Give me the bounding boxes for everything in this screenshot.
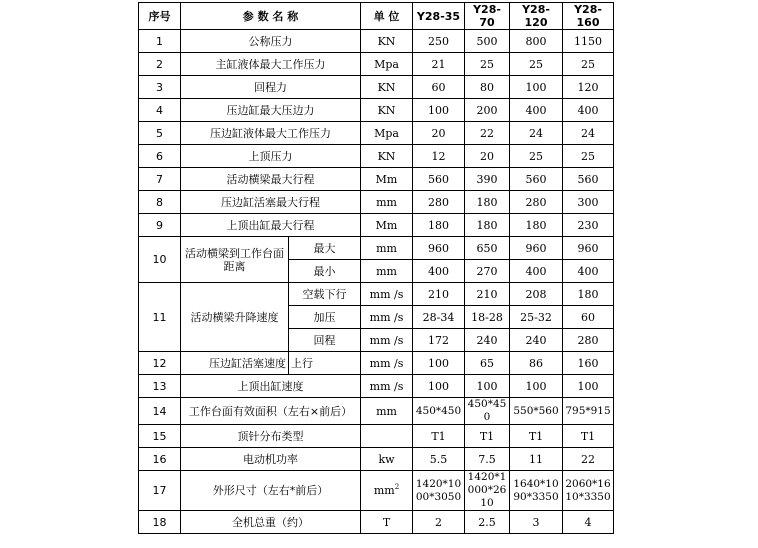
cell-value: 100	[510, 375, 563, 398]
cell-value: 960	[413, 237, 465, 260]
row-no: 6	[139, 145, 181, 168]
row-no: 11	[139, 283, 181, 352]
cell-value: 12	[413, 145, 465, 168]
table-row	[139, 168, 614, 191]
cell-value: 650	[465, 237, 510, 260]
row-unit: mm /s	[361, 375, 413, 398]
cell-value: 500	[465, 30, 510, 53]
cell-value: 280	[563, 329, 614, 352]
row-name: 电动机功率	[181, 448, 361, 471]
table-row	[139, 145, 614, 168]
row-unit: Mm	[361, 214, 413, 237]
row-unit: mm	[361, 191, 413, 214]
row-no: 12	[139, 352, 181, 375]
cell-value: 450*450	[465, 398, 510, 425]
cell-value: 21	[413, 53, 465, 76]
cell-value: 240	[465, 329, 510, 352]
row-unit	[361, 425, 413, 448]
cell-value: T1	[413, 425, 465, 448]
row-unit: kw	[361, 448, 413, 471]
cell-value: 180	[465, 214, 510, 237]
row-unit: mm /s	[361, 352, 413, 375]
row-no: 9	[139, 214, 181, 237]
row-unit: mm	[361, 237, 413, 260]
table-row	[139, 30, 614, 53]
row-sub-label: 加压	[289, 306, 361, 329]
cell-value: 2060*1610*3350	[563, 471, 614, 511]
cell-value: 300	[563, 191, 614, 214]
row-no: 1	[139, 30, 181, 53]
row-name: 上顶压力	[181, 145, 361, 168]
cell-value: 960	[510, 237, 563, 260]
row-sub-label: 回程	[289, 329, 361, 352]
row-name: 压边缸活塞最大行程	[181, 191, 361, 214]
row-name: 压边缸活塞速度	[181, 352, 289, 375]
cell-value: 28-34	[413, 306, 465, 329]
cell-value: 25	[510, 53, 563, 76]
table-row	[139, 122, 614, 145]
table-row	[139, 191, 614, 214]
cell-value: 400	[563, 99, 614, 122]
cell-value: 250	[413, 30, 465, 53]
row-name: 公称压力	[181, 30, 361, 53]
cell-value: 390	[465, 168, 510, 191]
cell-value: 65	[465, 352, 510, 375]
header-model: Y28-120	[510, 3, 563, 30]
cell-value: 200	[465, 99, 510, 122]
cell-value: 208	[510, 283, 563, 306]
cell-value: 795*915	[563, 398, 614, 425]
row-name: 压边缸最大压边力	[181, 99, 361, 122]
row-name: 顶针分布类型	[181, 425, 361, 448]
cell-value: 86	[510, 352, 563, 375]
row-no: 8	[139, 191, 181, 214]
header-no: 序号	[139, 3, 181, 30]
row-name: 外形尺寸（左右*前后）	[181, 471, 361, 511]
cell-value: 1420*1000*2610	[465, 471, 510, 511]
cell-value: 240	[510, 329, 563, 352]
row-no: 3	[139, 76, 181, 99]
cell-value: T1	[465, 425, 510, 448]
table-row	[139, 511, 614, 534]
cell-value: 22	[465, 122, 510, 145]
cell-value: 400	[563, 260, 614, 283]
cell-value: 230	[563, 214, 614, 237]
cell-value: 25	[563, 145, 614, 168]
table-row	[139, 375, 614, 398]
row-unit: Mpa	[361, 53, 413, 76]
cell-value: 280	[413, 191, 465, 214]
table-row	[139, 352, 614, 375]
spec-table	[138, 2, 614, 534]
row-name: 上顶出缸速度	[181, 375, 361, 398]
cell-value: 280	[510, 191, 563, 214]
row-unit: T	[361, 511, 413, 534]
header-model: Y28-160	[563, 3, 614, 30]
row-unit: KN	[361, 30, 413, 53]
row-no: 2	[139, 53, 181, 76]
cell-value: 172	[413, 329, 465, 352]
row-unit	[361, 471, 413, 511]
row-unit: mm /s	[361, 329, 413, 352]
row-unit: Mpa	[361, 122, 413, 145]
table-row	[139, 283, 614, 306]
cell-value: 20	[465, 145, 510, 168]
header-model: Y28-70	[465, 3, 510, 30]
cell-value: 25	[563, 53, 614, 76]
row-name: 活动横梁升降速度	[181, 283, 289, 352]
table-row	[139, 398, 614, 425]
row-unit: mm /s	[361, 283, 413, 306]
table-row	[139, 425, 614, 448]
cell-value: 1640*1090*3350	[510, 471, 563, 511]
cell-value: 24	[510, 122, 563, 145]
row-sub-label: 上行	[289, 352, 361, 375]
table-row	[139, 76, 614, 99]
cell-value: 5.5	[413, 448, 465, 471]
cell-value: 11	[510, 448, 563, 471]
cell-value: T1	[563, 425, 614, 448]
row-no: 14	[139, 398, 181, 425]
cell-value: 400	[510, 99, 563, 122]
cell-value: 2.5	[465, 511, 510, 534]
cell-value: 100	[465, 375, 510, 398]
row-name: 全机总重（约）	[181, 511, 361, 534]
cell-value: 560	[510, 168, 563, 191]
row-name: 上顶出缸最大行程	[181, 214, 361, 237]
row-name: 活动横梁到工作台面距离	[181, 237, 289, 283]
cell-value: 4	[563, 511, 614, 534]
cell-value: 25-32	[510, 306, 563, 329]
row-no: 4	[139, 99, 181, 122]
cell-value: 2	[413, 511, 465, 534]
cell-value: 180	[510, 214, 563, 237]
row-sub-label: 最小	[289, 260, 361, 283]
row-name: 活动横梁最大行程	[181, 168, 361, 191]
table-row	[139, 99, 614, 122]
unit-text: mm	[373, 484, 395, 497]
cell-value: 80	[465, 76, 510, 99]
cell-value: 560	[563, 168, 614, 191]
header-unit: 单 位	[361, 3, 413, 30]
cell-value: 1420*1000*3050	[413, 471, 465, 511]
cell-value: 450*450	[413, 398, 465, 425]
row-unit: KN	[361, 145, 413, 168]
cell-value: 22	[563, 448, 614, 471]
row-unit: mm	[361, 260, 413, 283]
cell-value: 120	[563, 76, 614, 99]
row-unit: mm	[361, 398, 413, 425]
cell-value: 270	[465, 260, 510, 283]
row-no: 5	[139, 122, 181, 145]
cell-value: 180	[413, 214, 465, 237]
cell-value: 7.5	[465, 448, 510, 471]
table-row	[139, 448, 614, 471]
cell-value: 60	[413, 76, 465, 99]
table-row	[139, 237, 614, 260]
cell-value: 400	[413, 260, 465, 283]
table-row	[139, 471, 614, 511]
cell-value: 400	[510, 260, 563, 283]
table-row	[139, 214, 614, 237]
row-name: 压边缸液体最大工作压力	[181, 122, 361, 145]
cell-value: 100	[510, 76, 563, 99]
cell-value: 100	[413, 352, 465, 375]
cell-value: 20	[413, 122, 465, 145]
cell-value: 100	[563, 375, 614, 398]
row-no: 7	[139, 168, 181, 191]
row-sub-label: 最大	[289, 237, 361, 260]
header-model: Y28-35	[413, 3, 465, 30]
header-param: 参 数 名 称	[181, 3, 361, 30]
cell-value: 60	[563, 306, 614, 329]
cell-value: 24	[563, 122, 614, 145]
cell-value: 3	[510, 511, 563, 534]
cell-value: 160	[563, 352, 614, 375]
row-no: 10	[139, 237, 181, 283]
row-no: 15	[139, 425, 181, 448]
cell-value: 180	[465, 191, 510, 214]
cell-value: 180	[563, 283, 614, 306]
row-unit: KN	[361, 76, 413, 99]
row-unit: Mm	[361, 168, 413, 191]
row-sub-label: 空载下行	[289, 283, 361, 306]
row-no: 18	[139, 511, 181, 534]
cell-value: 560	[413, 168, 465, 191]
cell-value: 210	[413, 283, 465, 306]
cell-value: 18-28	[465, 306, 510, 329]
cell-value: 210	[465, 283, 510, 306]
unit-superscript: 2	[394, 483, 400, 491]
cell-value: 25	[510, 145, 563, 168]
cell-value: 100	[413, 99, 465, 122]
cell-value: 25	[465, 53, 510, 76]
row-name: 主缸液体最大工作压力	[181, 53, 361, 76]
cell-value: T1	[510, 425, 563, 448]
row-unit: mm /s	[361, 306, 413, 329]
row-no: 16	[139, 448, 181, 471]
row-name: 回程力	[181, 76, 361, 99]
cell-value: 550*560	[510, 398, 563, 425]
row-no: 13	[139, 375, 181, 398]
cell-value: 960	[563, 237, 614, 260]
row-unit: KN	[361, 99, 413, 122]
cell-value: 800	[510, 30, 563, 53]
cell-value: 100	[413, 375, 465, 398]
row-name: 工作台面有效面积（左右×前后）	[181, 398, 361, 425]
row-no: 17	[139, 471, 181, 511]
table-row	[139, 53, 614, 76]
cell-value: 1150	[563, 30, 614, 53]
header-row	[139, 3, 614, 30]
